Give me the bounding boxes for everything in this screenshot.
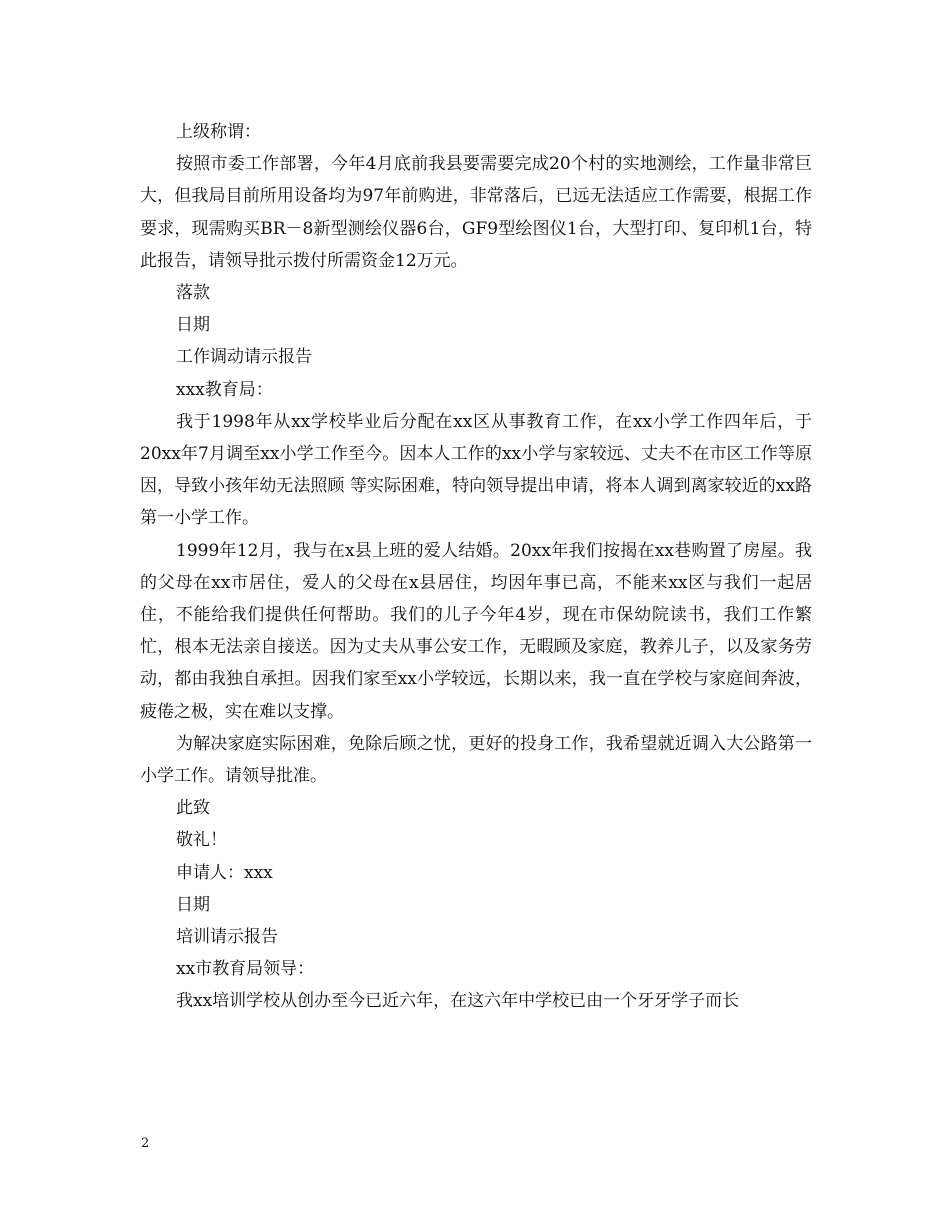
- applicant-line: 申请人：xxx: [176, 862, 273, 883]
- paragraph-family-situation: 1999年12月，我与在x县上班的爱人结婚。20xx年我们按揭在xx巷购置了房屋。我的父母在xx市居住，爱人的父母在x县居住，均因年事已高，不能来xx区与我们一起居住，不能给我们提供任何帮助。我们的儿子今年4岁，现在市保幼院读书，我们工作繁忙，根本无法亲自接送。因为丈夫从事公安工作，无暇顾及家庭，教养儿子，以及家务劳动，都由我独自承担。因我们家至xx小学较远，长期以来，我一直在学校与家庭间奔波，疲倦之极，实在难以支撑。: [140, 540, 812, 722]
- salutation-city-education-bureau: xx市教育局领导：: [176, 959, 315, 980]
- document-body: [140, 116, 812, 1018]
- page-number: 2: [141, 1136, 150, 1151]
- paragraph-transfer-request: 为解决家庭实际困难，免除后顾之忧，更好的投身工作，我希望就近调入大公路第一小学工作。请领导批准。: [140, 733, 812, 787]
- signature-placeholder: 落款: [176, 283, 210, 304]
- date-placeholder: 日期: [176, 315, 210, 336]
- paragraph-transfer-background: 我于1998年从xx学校毕业后分配在xx区从事教育工作，在xx小学工作四年后，于20xx年7月调至xx小学工作至今。因本人工作的xx小学与家较远、丈夫不在市区工作等原因，导致小孩年幼无法照顾 等实际困难，特向领导提出申请，将本人调到离家较近的xx路第一小学工作。: [140, 411, 812, 529]
- section-title-transfer-request: 工作调动请示报告: [176, 347, 312, 368]
- paragraph-equipment-request: 按照市委工作部署，今年4月底前我县要需要完成20个村的实地测绘，工作量非常巨大，但我局目前所用设备均为97年前购进，非常落后，已远无法适应工作需要，根据工作要求，现需购买BR－8新型测绘仪器6台，GF9型绘图仪1台，大型打印、复印机1台，特此报告，请领导批示拨付所需资金12万元。: [140, 154, 812, 271]
- closing-regards: 此致: [176, 798, 210, 819]
- salutation-superior: 上级称谓：: [176, 122, 261, 142]
- paragraph-training-school: 我xx培训学校从创办至今已近六年，在这六年中学校已由一个牙牙学子而长: [176, 991, 740, 1012]
- section-title-training-request: 培训请示报告: [176, 927, 278, 948]
- salutation-education-bureau: xxx教育局：: [176, 379, 273, 400]
- closing-salute: 敬礼！: [176, 830, 227, 851]
- date-placeholder-2: 日期: [176, 894, 210, 915]
